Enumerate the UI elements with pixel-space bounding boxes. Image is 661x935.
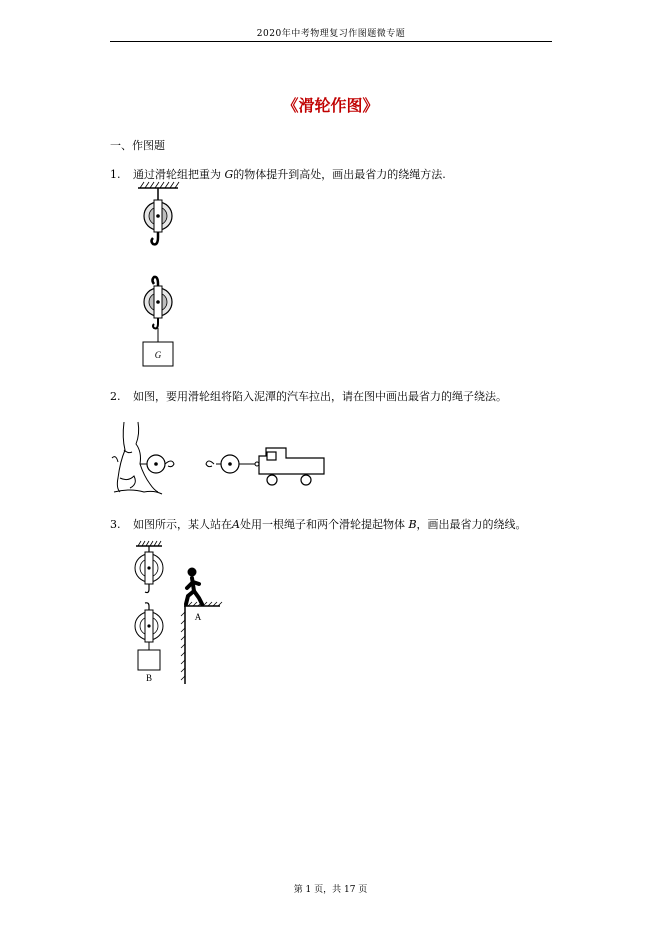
fixed-pulley [144, 200, 172, 232]
figure-3-pulley-and-person [128, 536, 258, 686]
car-pulley [206, 455, 259, 473]
figure-1-pulley-system [130, 180, 190, 370]
tree-stump [112, 422, 162, 494]
movable-pulley [144, 286, 172, 318]
question-1: 1. 通过滑轮组把重为 G的物体提升到高处，画出最省力的绕绳方法. [110, 168, 446, 181]
person-figure [186, 568, 202, 605]
question-2: 2. 如图，要用滑轮组将陷入泥潭的汽车拉出，请在图中画出最省力的绳子绕法。 [110, 390, 507, 403]
page-header: 2020年中考物理复习作图题微专题 [256, 29, 406, 39]
lower-pulley [135, 610, 163, 642]
platform [181, 602, 222, 684]
question-3: 3. 如图所示，某人站在A处用一根绳子和两个滑轮提起物体 B，画出最省力的绕线。 [110, 518, 527, 531]
upper-pulley [135, 552, 163, 584]
variable-b: B [408, 518, 417, 531]
question-number: 3. [110, 518, 121, 531]
page-title: 《滑轮作图》 [282, 96, 379, 115]
truck [259, 448, 324, 485]
header-rule [110, 41, 552, 42]
section-heading: 一、作图题 [110, 139, 165, 152]
page-footer: 第 1 页，共 17 页 [293, 885, 368, 895]
question-number: 1. [110, 168, 121, 181]
label-a: A [194, 612, 202, 622]
label-b: B [145, 673, 153, 683]
variable-a: A [232, 518, 240, 531]
variable-g: G [224, 168, 234, 181]
figure-2-car-in-mud [110, 418, 330, 496]
block-label-g: G [154, 350, 162, 360]
question-number: 2. [110, 390, 121, 403]
weight-block-b [138, 650, 160, 670]
tree-pulley [140, 455, 174, 473]
